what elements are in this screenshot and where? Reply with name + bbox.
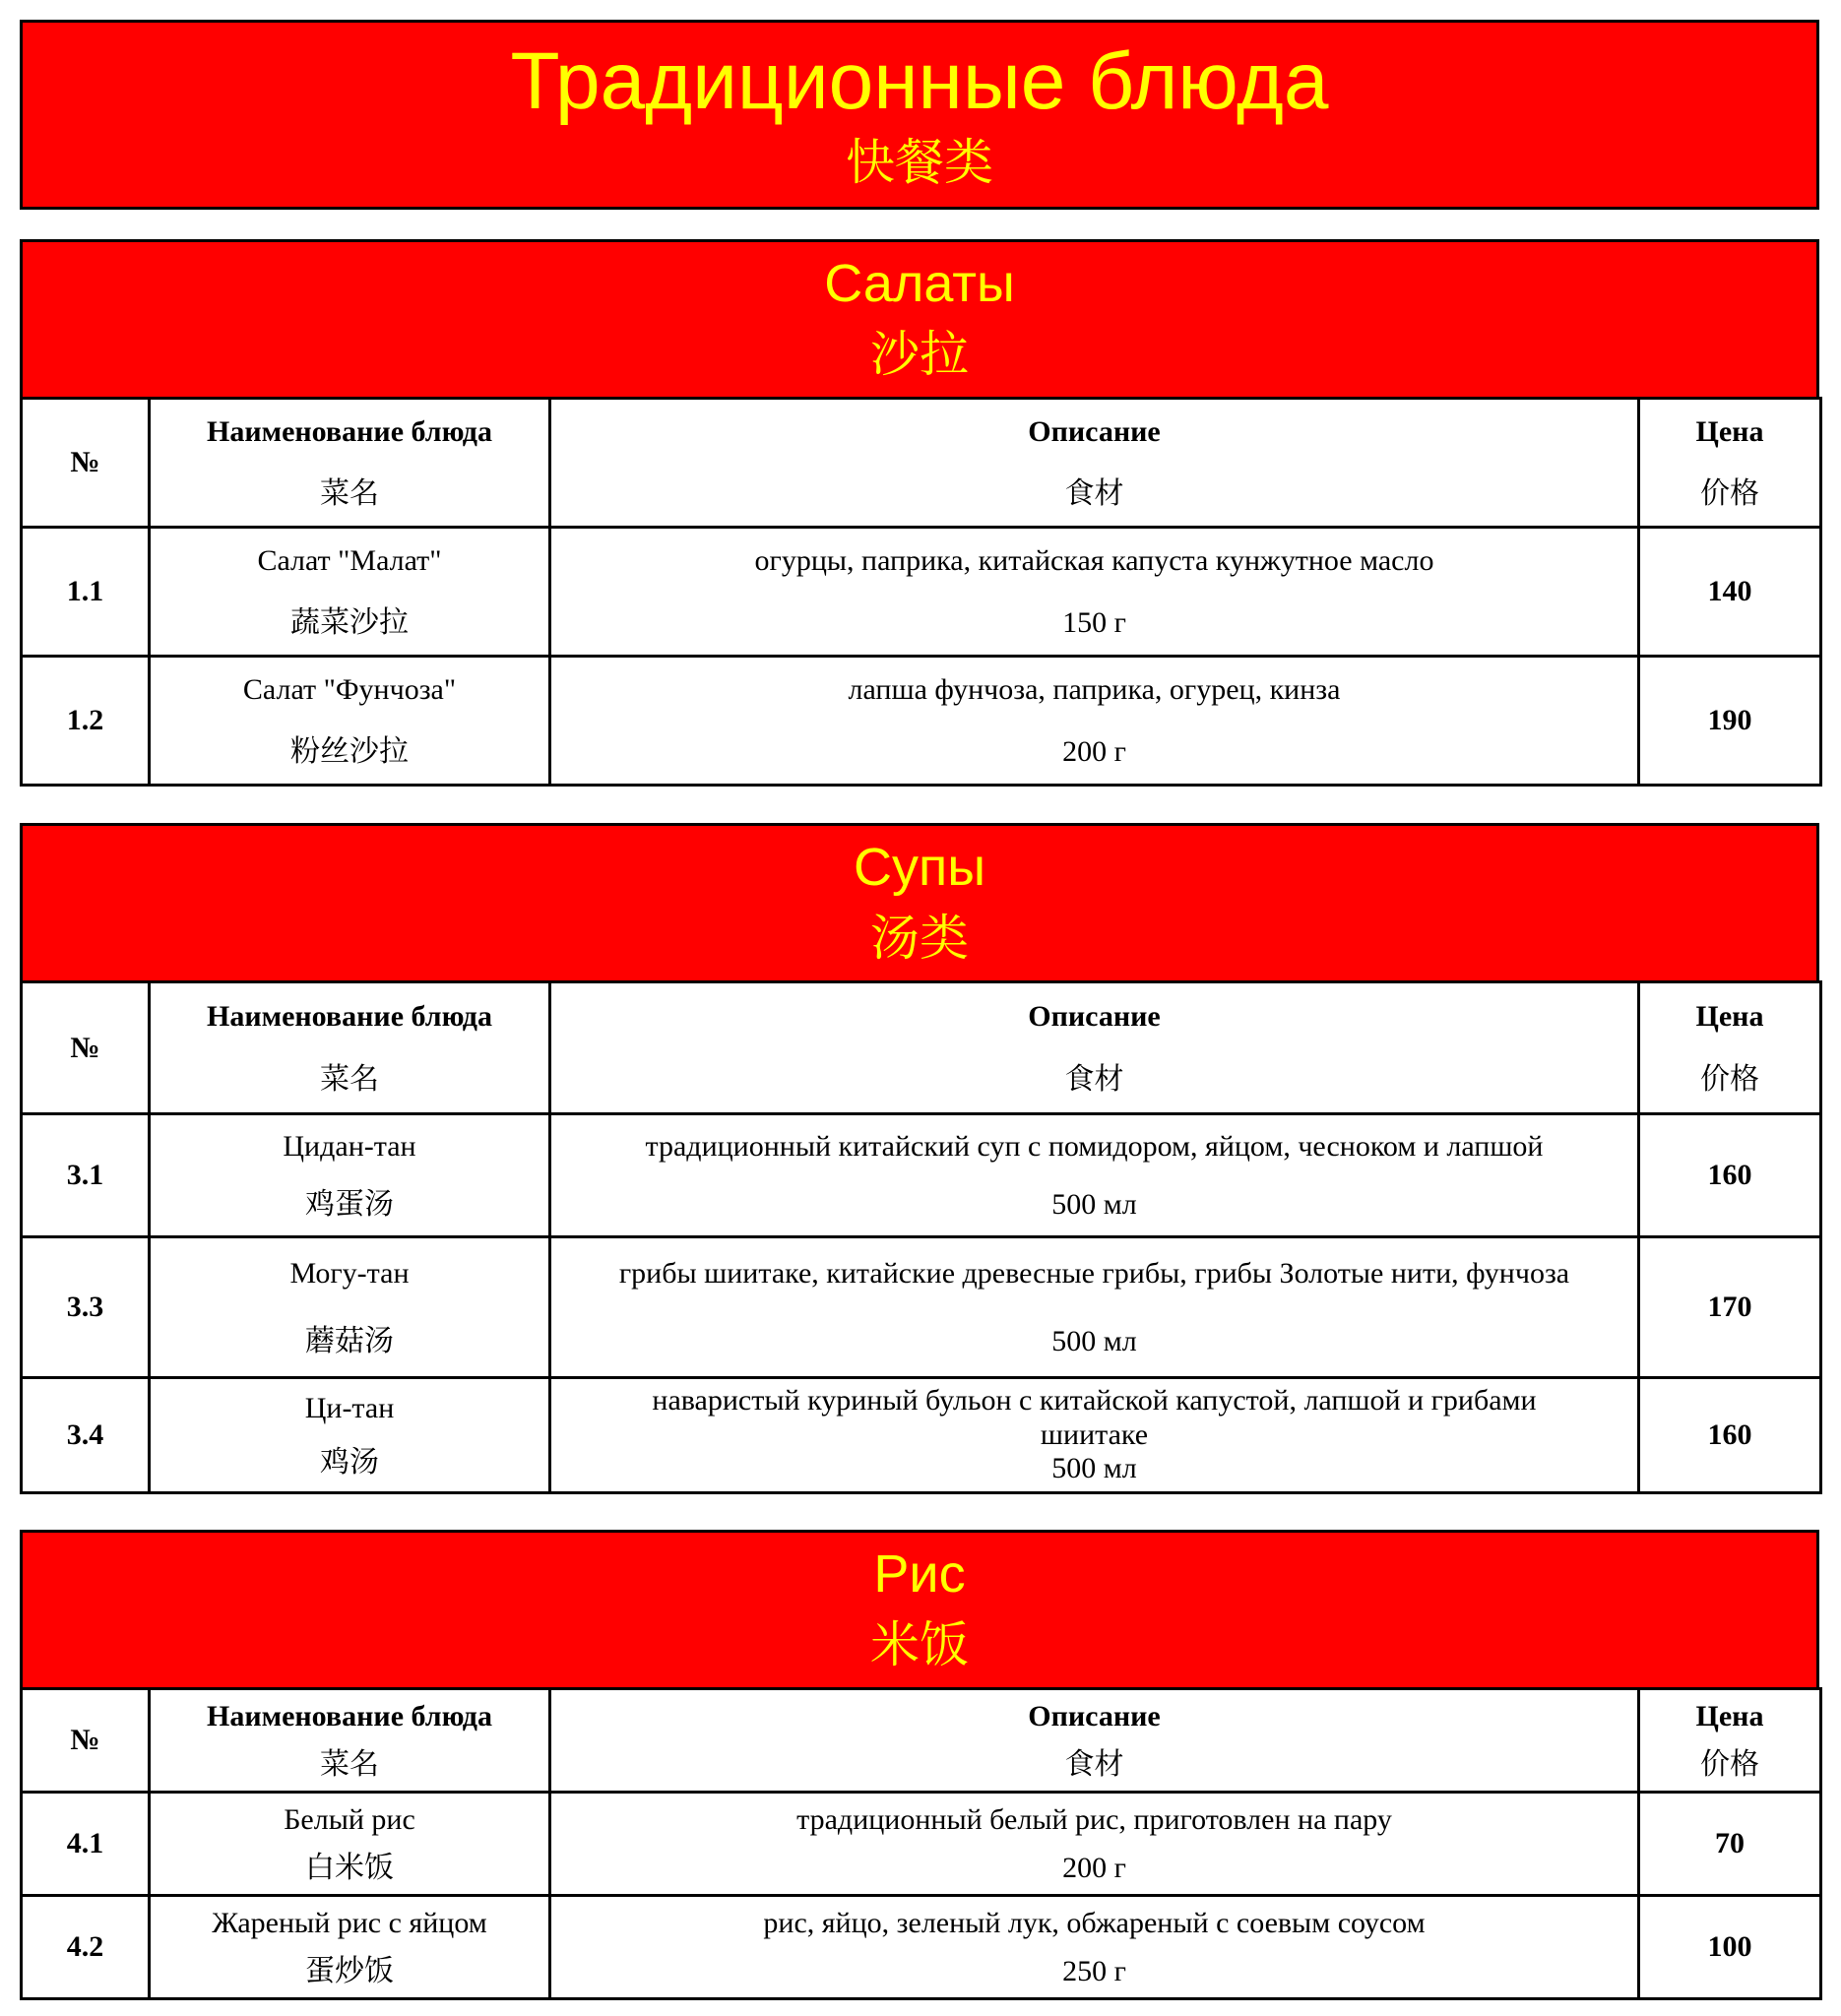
- item-desc: [550, 1114, 1639, 1237]
- header-price: [1639, 399, 1821, 528]
- item-portion: 200 г: [1062, 1852, 1126, 1884]
- section-soups: [20, 823, 1819, 1494]
- header-desc-zh: 食材: [1064, 1747, 1124, 1782]
- item-name: [150, 1378, 550, 1493]
- item-num: 4.2: [22, 1896, 150, 1999]
- item-name-ru: Жареный рис с яйцом: [212, 1906, 487, 1939]
- table-row: [22, 1237, 1821, 1378]
- menu-title-ru: Традиционные блюда: [510, 36, 1329, 127]
- header-price-zh: 价格: [1700, 475, 1759, 511]
- item-desc-text: лапша фунчоза, паприка, огурец, кинза: [848, 673, 1341, 706]
- item-desc-text: грибы шиитаке, китайские древесные грибы, грибы Золотые нити, фунчоза: [618, 1257, 1570, 1290]
- item-portion: 500 мл: [1051, 1188, 1137, 1221]
- table-row: [22, 1378, 1821, 1493]
- header-price-zh: 价格: [1700, 1747, 1759, 1782]
- item-num: 1.1: [22, 528, 150, 657]
- section-banner: [20, 239, 1819, 397]
- menu-table: [20, 397, 1822, 787]
- item-name: [150, 528, 550, 657]
- item-name-zh: 鸡汤: [320, 1445, 379, 1480]
- item-portion: 500 мл: [1051, 1324, 1137, 1357]
- header-price: [1639, 1689, 1821, 1793]
- item-portion: 250 г: [1062, 1955, 1126, 1987]
- item-price: 170: [1639, 1237, 1821, 1378]
- item-portion: 200 г: [1062, 734, 1126, 768]
- header-name-zh: 菜名: [320, 475, 379, 511]
- section-banner: [20, 823, 1819, 980]
- header-name-ru: Наименование блюда: [207, 999, 492, 1033]
- header-num: №: [22, 1689, 150, 1793]
- item-name-ru: Салат "Малат": [257, 544, 442, 577]
- header-desc-zh: 食材: [1064, 1061, 1124, 1097]
- header-name-ru: Наименование блюда: [207, 1699, 492, 1732]
- header-desc: [550, 1689, 1639, 1793]
- item-name-zh: 蘑菇汤: [305, 1323, 394, 1358]
- header-name-zh: 菜名: [320, 1061, 379, 1097]
- header-desc-zh: 食材: [1064, 475, 1124, 511]
- item-name: [150, 1793, 550, 1896]
- item-name-ru: Салат "Фунчоза": [242, 673, 457, 706]
- item-price: 190: [1639, 657, 1821, 786]
- item-desc: [550, 657, 1639, 786]
- item-desc-text: традиционный белый рис, приготовлен на пару: [796, 1802, 1392, 1836]
- section-title-ru: Супы: [853, 837, 986, 897]
- table-header-row: [22, 982, 1821, 1114]
- item-name: [150, 657, 550, 786]
- header-price-ru: Цена: [1695, 415, 1764, 448]
- section-title-zh: 米饭: [870, 1616, 969, 1674]
- item-name-ru: Белый рис: [284, 1802, 415, 1836]
- header-num: №: [22, 399, 150, 528]
- item-desc: [550, 1896, 1639, 1999]
- item-num: 3.3: [22, 1237, 150, 1378]
- table-header-row: [22, 399, 1821, 528]
- header-price-ru: Цена: [1695, 999, 1764, 1033]
- header-name: [150, 982, 550, 1114]
- header-desc: [550, 982, 1639, 1114]
- item-name-ru: Могу-тан: [289, 1257, 410, 1290]
- table-row: [22, 1896, 1821, 1999]
- table-row: [22, 657, 1821, 786]
- item-name-zh: 蔬菜沙拉: [290, 604, 409, 640]
- item-desc: [550, 528, 1639, 657]
- item-name-zh: 鸡蛋汤: [305, 1187, 394, 1222]
- menu-title-banner: [20, 20, 1819, 210]
- item-desc-text: традиционный китайский суп с помидором, яйцом, чесноком и лапшой: [645, 1129, 1544, 1163]
- table-header-row: [22, 1689, 1821, 1793]
- item-name-zh: 白米饭: [305, 1851, 394, 1885]
- table-row: [22, 1793, 1821, 1896]
- section-banner: [20, 1530, 1819, 1687]
- section-title-ru: Салаты: [824, 253, 1015, 313]
- item-desc: [550, 1237, 1639, 1378]
- item-portion: 150 г: [1062, 605, 1126, 639]
- table-row: [22, 1114, 1821, 1237]
- item-name-zh: 粉丝沙拉: [290, 733, 409, 769]
- item-desc-text: наваристый куриный бульон с китайской капустой, лапшой и грибами шиитаке: [652, 1384, 1537, 1451]
- item-price: 70: [1639, 1793, 1821, 1896]
- header-desc-ru: Описание: [1028, 415, 1161, 448]
- header-name-ru: Наименование блюда: [207, 415, 492, 448]
- item-price: 160: [1639, 1114, 1821, 1237]
- table-row: [22, 528, 1821, 657]
- item-name: [150, 1237, 550, 1378]
- item-name-ru: Ци-тан: [304, 1391, 395, 1424]
- header-desc-ru: Описание: [1028, 1699, 1161, 1732]
- header-name: [150, 1689, 550, 1793]
- header-name: [150, 399, 550, 528]
- header-price-ru: Цена: [1695, 1699, 1764, 1732]
- section-title-zh: 汤类: [870, 910, 969, 968]
- item-name: [150, 1114, 550, 1237]
- menu-table: [20, 980, 1822, 1494]
- section-title-zh: 沙拉: [870, 326, 969, 384]
- section-title-ru: Рис: [873, 1544, 966, 1604]
- header-price: [1639, 982, 1821, 1114]
- header-desc: [550, 399, 1639, 528]
- item-portion: 500 мл: [1051, 1452, 1137, 1485]
- menu-title-zh: 快餐类: [846, 133, 993, 191]
- section-salads: [20, 239, 1819, 787]
- item-num: 3.4: [22, 1378, 150, 1493]
- item-num: 1.2: [22, 657, 150, 786]
- section-rice: [20, 1530, 1819, 2000]
- item-desc-text: рис, яйцо, зеленый лук, обжареный с соевым соусом: [763, 1906, 1426, 1939]
- item-price: 100: [1639, 1896, 1821, 1999]
- header-price-zh: 价格: [1700, 1061, 1759, 1097]
- header-num: №: [22, 982, 150, 1114]
- item-price: 140: [1639, 528, 1821, 657]
- item-desc: [550, 1793, 1639, 1896]
- item-name: [150, 1896, 550, 1999]
- menu-table: [20, 1687, 1822, 2000]
- item-num: 3.1: [22, 1114, 150, 1237]
- item-desc-text: огурцы, паприка, китайская капуста кунжутное масло: [754, 544, 1434, 577]
- item-price: 160: [1639, 1378, 1821, 1493]
- item-num: 4.1: [22, 1793, 150, 1896]
- header-name-zh: 菜名: [320, 1747, 379, 1782]
- item-name-zh: 蛋炒饭: [305, 1954, 394, 1988]
- item-name-ru: Цидан-тан: [283, 1129, 416, 1163]
- header-desc-ru: Описание: [1028, 999, 1161, 1033]
- item-desc: [550, 1378, 1639, 1493]
